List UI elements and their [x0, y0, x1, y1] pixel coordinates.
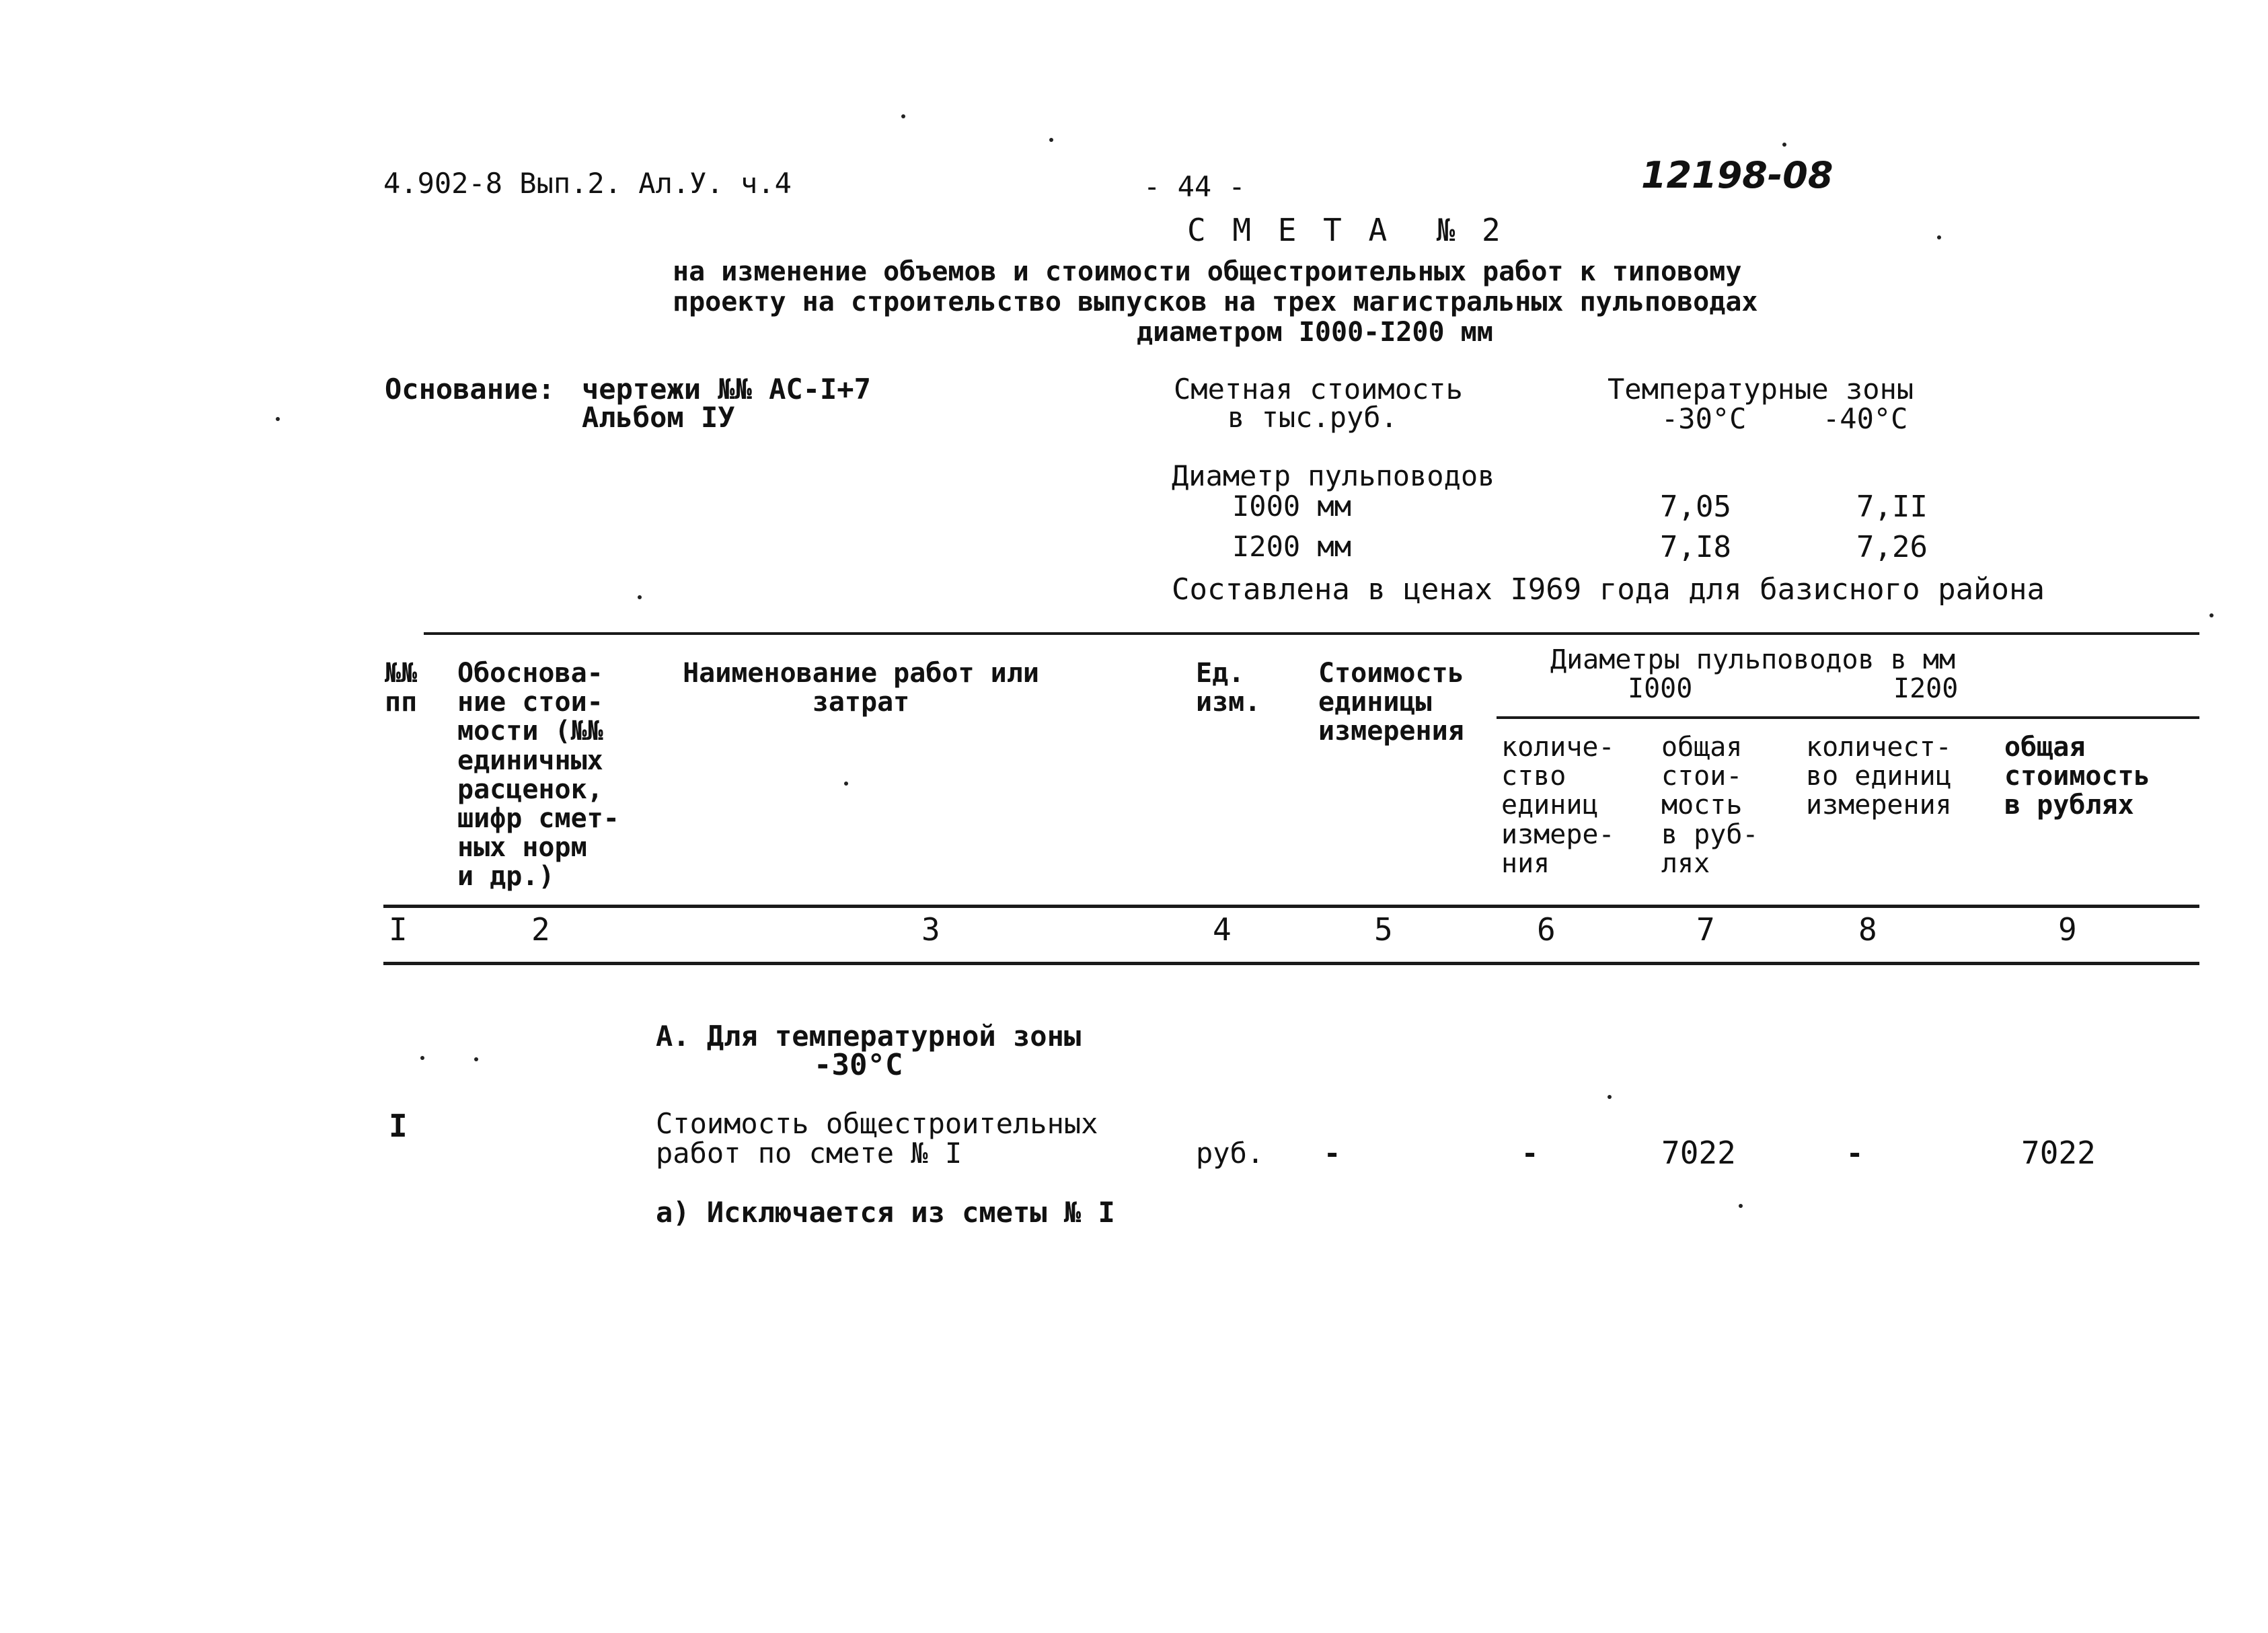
scan-speck	[1049, 138, 1053, 142]
row-1-qty-1000: -	[1521, 1137, 1539, 1170]
basis-drawings: чертежи №№ АС-I+7	[582, 373, 871, 406]
temperature-zones-label: Температурные зоны	[1608, 373, 1914, 406]
scan-speck	[2209, 613, 2214, 617]
scan-speck	[474, 1057, 478, 1061]
archive-number: 12198-08	[1641, 154, 1834, 196]
prices-note: Составлена в ценах I969 года для базисного района	[1172, 572, 2045, 607]
section-a-title: А. Для температурной зоны	[656, 1020, 1082, 1053]
row-1-qty-1200: -	[1846, 1137, 1864, 1170]
scan-speck	[1608, 1095, 1612, 1099]
row-1-unit-cost: -	[1324, 1137, 1341, 1170]
header-col-work-name: Наименование работ или затрат	[683, 658, 1039, 718]
column-number-2: 2	[531, 911, 550, 948]
cost-1000-zone-1: 7,05	[1660, 490, 1731, 524]
estimate-cost-units: в тыс.руб.	[1227, 401, 1398, 434]
row-1-name-line-2: работ по смете № I	[656, 1137, 962, 1170]
row-1-unit: руб.	[1196, 1137, 1264, 1170]
scan-speck	[1937, 235, 1941, 239]
scan-speck	[901, 114, 905, 118]
scan-speck	[844, 782, 848, 786]
header-col-unit: Ед. изм.	[1196, 658, 1261, 718]
header-col-qty-1200: количест- во единиц измерения	[1806, 732, 1952, 821]
header-col-unit-cost: Стоимость единицы измерения	[1318, 658, 1464, 747]
header-diameter-1200: I200	[1893, 673, 1959, 704]
row-1-number: I	[389, 1108, 408, 1144]
diameter-row-1000: I000 мм	[1232, 490, 1352, 523]
diameter-row-1200: I200 мм	[1232, 530, 1352, 563]
scan-speck	[638, 595, 642, 599]
cost-1200-zone-2: 7,26	[1856, 530, 1928, 564]
scan-speck	[1782, 143, 1786, 147]
column-number-1: I	[389, 911, 408, 948]
title-line-3: диаметром I000-I200 мм	[1137, 317, 1493, 348]
header-col-basis: Обоснова- ние стои- мости (№№ единичных расценок, шифр смет- ных норм и др.)	[457, 658, 619, 893]
row-1-total-1000: 7022	[1661, 1135, 1736, 1171]
column-number-5: 5	[1374, 911, 1393, 948]
header-col-total-1200: общая стоимость в рублях	[2004, 732, 2150, 821]
scan-speck	[420, 1056, 424, 1060]
header-col-number: №№ пп	[385, 658, 418, 718]
column-number-6: 6	[1537, 911, 1556, 948]
column-number-8: 8	[1858, 911, 1877, 948]
temperature-zone-1: -30°С	[1661, 402, 1747, 435]
estimate-cost-label: Сметная стоимость	[1174, 373, 1463, 406]
section-a-zone: -30°С	[814, 1048, 903, 1082]
document-title: С М Е Т А № 2	[1187, 212, 1505, 248]
header-col-qty-1000: количе- ство единиц измере- ния	[1501, 732, 1615, 879]
scan-speck	[1739, 1204, 1743, 1208]
header-col-total-1000: общая стои- мость в руб- лях	[1661, 732, 1759, 879]
temperature-zone-2: -40°С	[1823, 402, 1908, 435]
scan-speck	[276, 417, 280, 421]
basis-album: Альбом IУ	[582, 401, 735, 434]
cost-1200-zone-1: 7,I8	[1660, 530, 1731, 564]
table-top-rule	[424, 632, 2199, 635]
column-number-3: 3	[921, 911, 940, 948]
column-number-4: 4	[1213, 911, 1232, 948]
column-numbers-rule	[383, 962, 2199, 965]
cost-1000-zone-2: 7,II	[1856, 490, 1928, 524]
basis-label: Основание:	[385, 373, 555, 406]
document-code: 4.902-8 Вып.2. Ал.У. ч.4	[383, 167, 792, 200]
column-number-9: 9	[2058, 911, 2077, 948]
column-number-7: 7	[1696, 911, 1715, 948]
item-a-excluded: а) Исключается из сметы № I	[656, 1196, 1115, 1229]
diameter-label: Диаметр пульповодов	[1172, 459, 1495, 492]
title-line-1: на изменение объемов и стоимости общестроительных работ к типовому	[673, 256, 1742, 287]
header-bottom-rule	[383, 905, 2199, 908]
row-1-name-line-1: Стоимость общестроительных	[656, 1107, 1098, 1140]
page-number: - 44 -	[1143, 170, 1246, 203]
row-1-total-1200: 7022	[2021, 1135, 2096, 1171]
header-diameter-1000: I000	[1628, 673, 1693, 704]
header-diameter-group: Диаметры пульповодов в мм	[1550, 644, 1956, 675]
title-line-2: проекту на строительство выпусков на трех магистральных пульповодах	[673, 287, 1758, 317]
diameter-group-rule	[1497, 716, 2199, 719]
